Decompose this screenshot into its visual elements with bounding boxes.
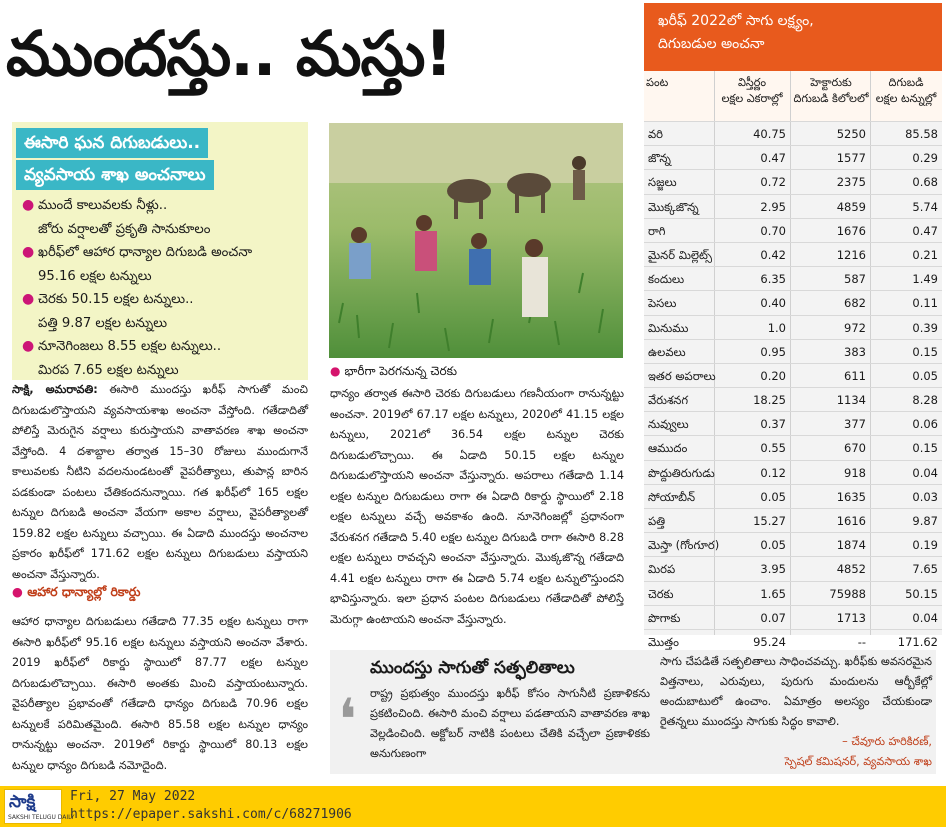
crop-name-cell: వేరుశనగ [648,393,689,408]
value-cell: 4859 [836,199,866,214]
value-cell: 3.95 [760,562,786,577]
value-cell: 40.75 [753,127,786,141]
bullet-icon: ● [22,338,35,354]
value-cell: 670 [844,441,866,456]
highlight-item: ● చెరకు 50.15 లక్షల టన్నులు.. పత్తి 9.87 లక్షల టన్నులు [22,288,304,335]
crop-name-cell: చెరకు [648,586,674,601]
value-cell: 95.24 [753,634,786,649]
quote-attribution: – చేవూరు హరికిరణ్, స్పెషల్ కమిషనర్, వ్యవసాయ శాఖ [784,735,932,768]
value-cell: 611 [844,368,866,383]
value-cell: 0.05 [912,368,938,383]
value-cell: 1.65 [760,586,786,601]
crop-name-cell: ఇతర అపరాలు [648,368,716,383]
value-cell: 0.39 [912,320,938,335]
table-row [644,460,942,484]
quote-body-1: రాష్ట్ర ప్రభుత్వం ముందస్తు ఖరీఫ్ కోసం సాగునీటి ప్రణాళికను ప్రకటించింది. ఈసారి మంచి వర్షాలు పడతాయని వాతావరణ శాఖ వెల్లడించింది. అక్టోబర్ నాటికి పంటలు చేతికి వచ్చేలా ప్రణాళికకు అనుగుణంగా [370,687,650,760]
value-cell: 1616 [836,514,866,528]
article-column-1b: ఆహార ధాన్యాల దిగుబడులు గతేడాది 77.35 లక్షల టన్నులు రాగా ఈసారి ఖరీఫ్‌లో 95.16 లక్షల టన్నులు వస్తాయని అంచనా వేశారు. 2019 ఖరీఫ్‌లో రికార్డు స్థాయిలో 87.77 లక్షల టన్నుల దిగుబడులొచ్చాయి. ఈసారి అంతకు మించి వస్తాయంటున్నారు. వైపరీత్యాల ప్రభావంతో గతేడాది ధాన్యం దిగుబడి 70.96 లక్షల టన్నులకే పరిమితమైంది. ఈసారి 85.58 లక్షల టన్నుల ధాన్యం రానున్నట్టు అంచనా. 2019లో రికార్డు స్థాయిలో 80.13 లక్షల టన్నుల ధాన్యం దిగుబడి నమోదైంది. [12,615,308,772]
value-cell: 0.40 [760,296,786,311]
table-row [644,411,942,435]
value-cell: 0.06 [912,417,938,432]
table-row [644,339,942,363]
value-cell: 75988 [829,586,866,601]
value-cell: 383 [844,344,866,359]
article-column-2: ధాన్యం తర్వాత ఈసారి చెరకు దిగుబడులు గణనీయంగా రానున్నట్టు అంచనా. 2019లో 67.17 లక్షల టన్నులు, 2020లో 41.15 లక్షల టన్నులు, 2021లో 36.54 లక్షల టన్నుల చెరకు దిగుబడులొచ్చాయి. ఈ ఏడాది 50.15 లక్షల టన్నుల దిగుబడులొస్తాయని అంచనా వేస్తున్నారు. అపరాలు గతేడాది 1.14 లక్షల టన్నుల దిగుబడులు రాగా ఈ ఏడాది రికార్డు స్థాయిలో 2.18 లక్షల టన్నులు వచ్చే అవకాశం ఉంది. నూనెగింజల్లో ప్రధానంగా వేరుశనగ గతేడాది 5.40 లక్షల టన్నుల దిగుబడి రాగా ఈసారి 8.28 లక్షల టన్నులు రావచ్చని అంచనా వేస్తున్నారు. మొక్కజొన్న గతేడాది 4.41 లక్షల టన్నులు రాగా ఈ ఏడాది 5.74 లక్షల టన్నులొస్తుందని భావిస్తున్నారు. ఇలా ప్రధాన పంటల దిగుబడులు గతేడాదితో పోలిస్తే మెరుగ్గా ఉంటాయని అంచనా వేస్తున్నారు. [330,387,624,626]
quote-title: ముందస్తు సాగుతో సత్ఫలితాలు [370,658,575,678]
table-title: ఖరీఫ్ 2022లో సాగు లక్ష్యం, దిగుబడుల అంచనా [644,3,942,71]
bullet-icon: ● [22,291,35,307]
crop-name-cell: మొక్కజొన్న [648,199,699,214]
value-cell: 0.15 [912,441,938,456]
value-cell: 5250 [836,127,866,141]
sakshi-logo: సాక్షి SAKSHI TELUGU DAILY [4,789,62,824]
footer-text [70,788,352,824]
crop-name-cell: జొన్న [648,151,671,166]
column-header: హెక్టారుకు దిగుబడి కిలోలలో [793,76,869,105]
table-row [644,532,942,556]
table-header-row [644,71,942,121]
value-cell: 171.62 [897,634,938,649]
value-cell: 1713 [836,610,866,625]
bullet-icon: ● [22,197,35,213]
value-cell: 0.07 [760,610,786,625]
column-header: విస్తీర్ణం లక్షల ఎకరాల్లో [721,76,783,105]
value-cell: 6.35 [760,272,786,287]
crop-name-cell: కందులు [648,272,685,287]
value-cell: 1577 [836,151,866,166]
value-cell: 8.28 [912,393,938,408]
bullet-icon: ● [22,244,35,260]
table-row [644,218,942,242]
table-row [644,508,942,532]
table-row [644,121,942,145]
crop-name-cell: సోయాబీన్ [648,489,696,504]
table-row [644,315,942,339]
value-cell: 0.05 [760,538,786,553]
value-cell: 0.68 [912,175,938,190]
value-cell: 85.58 [905,127,938,141]
crop-name-cell: రాగి [648,223,666,238]
value-cell: 0.47 [760,151,786,166]
value-cell: 9.87 [912,514,938,528]
value-cell: 0.11 [912,296,938,311]
value-cell: 0.19 [912,538,938,553]
caption-marker-icon: ● [330,364,341,378]
crop-name-cell: మినుము [648,320,689,335]
table-row [644,605,942,629]
value-cell: 1.0 [767,320,786,335]
value-cell: 18.25 [753,393,786,408]
crop-name-cell: నువ్వులు [648,417,689,432]
value-cell: 377 [844,417,866,432]
value-cell: 0.04 [912,610,938,625]
value-cell: 1134 [836,393,866,408]
value-cell: 1676 [836,223,866,238]
crop-name-cell: పొగాకు [648,610,681,625]
value-cell: 0.47 [912,223,938,238]
value-cell: 0.29 [912,151,938,166]
value-cell: 1216 [836,247,866,262]
value-cell: 0.04 [912,465,938,480]
value-cell: 50.15 [905,586,938,601]
value-cell: 0.15 [912,344,938,359]
value-cell: 2375 [836,175,866,190]
table-row [644,387,942,411]
table-row [644,484,942,508]
crop-name-cell: పెసలు [648,296,677,311]
value-cell: 682 [844,296,866,311]
value-cell: 1.49 [912,272,938,287]
value-cell: 15.27 [753,514,786,528]
subheading-marker-icon: ● [12,584,28,599]
crop-table [644,3,942,649]
table-row [644,363,942,387]
article-column-1: సాక్షి, అమరావతి: ఈసారి ముందస్తు ఖరీఫ్ సాగుతో మంచి దిగుబడులొస్తాయని వ్యవసాయశాఖ అంచనా వేస్తోంది. గతేడాదితో పోలిస్తే మెరుగైన వర్షాలు కురుస్తాయని వాతావరణ శాఖ అంచనా వేస్తోంది. 4 దశాబ్దాల తర్వాత 15–30 రోజులు ముందుగానే కాలువలకు నీటిని వదలనుండటంతో వైపరీత్యాలు, తుపాన్ల బారిన పడకుండా పంటలు చేతికందనున్నాయి. గత ఖరీఫ్‌లో 165 లక్షల టన్నుల దిగుబడి అంచనా వేయగా అకాల వర్షాలు, వైపరీత్యాలతో 159.82 లక్షల టన్నులు వచ్చాయి. ఈ ఏడాది ముందస్తు అంచనాల ప్రకారం ఖరీఫ్‌లో 171.62 లక్షల టన్నులు దిగుబడులు వస్తాయని అంచనా వేస్తున్నారు. [12,383,308,581]
value-cell: 0.72 [760,175,786,190]
value-cell: 1874 [836,538,866,553]
footer [0,786,946,827]
value-cell: 972 [844,320,866,335]
highlight-item: ● ఖరీఫ్‌లో ఆహార ధాన్యాల దిగుబడి అంచనా 95.16 లక్షల టన్నులు [22,241,304,288]
highlight-item: ● నూనెగింజలు 8.55 లక్షల టన్నులు.. మిరప 7.65 లక్షల టన్నులు [22,335,304,382]
crop-name-cell: ఉలవలు [648,344,686,359]
highlights-box [12,122,308,380]
value-cell: 0.55 [760,441,786,456]
value-cell: 0.42 [760,247,786,262]
crop-name-cell: మిరప [648,562,676,577]
subheading: ● ఆహార ధాన్యాల్లో రికార్డు [12,584,141,599]
quote-mark-icon: ❛ [338,686,357,754]
crop-name-cell: పొద్దుతిరుగుడు [648,465,715,480]
crop-name-cell: పత్తి [648,514,666,528]
photo-caption: ● భారీగా పెరగనున్న చెరకు [330,364,458,378]
table-row [644,145,942,169]
value-cell: 7.65 [912,562,938,577]
table-body [644,121,942,653]
farm-photo [329,123,623,358]
quote-body-2: సాగు చేపడితే సత్ఫలితాలు సాధించవచ్చు. ఖరీఫ్‌కు అవసరమైన విత్తనాలు, ఎరువులు, పురుగు మందులను ఆర్బీకేల్లో అందుబాటులో ఉంచాం. ఏమాత్రం అలస్యం చేయకుండా రైతన్నలు ముందస్తు సాగుకు సిద్ధం కావాలి. [660,655,932,728]
farm-photo-illustration [329,123,623,358]
table-row [644,435,942,459]
table-row [644,290,942,314]
crop-name-cell: ఆముదం [648,441,688,456]
table-row [644,266,942,290]
value-cell: 5.74 [912,199,938,214]
value-cell: 587 [844,272,866,287]
value-cell: -- [857,634,866,649]
column-header: పంట [646,76,669,89]
table-row [644,581,942,605]
value-cell: 0.70 [760,223,786,238]
crop-name-cell: మైనర్ మిల్లెట్స్ [648,247,713,262]
table-row [644,169,942,193]
highlights-title-1: ఈసారి ఘన దిగుబడులు.. [16,128,208,158]
value-cell: 0.20 [760,368,786,383]
crop-name-cell: మెస్తా (గోంగూర) [648,538,720,553]
table-row [644,629,942,653]
column-header: దిగుబడి లక్షల టన్నుల్లో [875,76,937,105]
value-cell: 0.21 [912,247,938,262]
value-cell: 0.95 [760,344,786,359]
footer-date: Fri, 27 May 2022 [70,789,196,804]
crop-name-cell: సజ్జలు [648,175,677,190]
crop-name-cell: మొత్తం [648,634,679,649]
table-row [644,194,942,218]
value-cell: 0.05 [760,489,786,504]
value-cell: 0.37 [760,417,786,432]
value-cell: 2.95 [760,199,786,214]
quote-box [330,650,936,774]
value-cell: 0.03 [912,489,938,504]
highlights-list [22,194,304,382]
highlight-item: ● ముందే కాలువలకు నీళ్లు.. జోరు వర్షాలతో ప్రకృతి సానుకూలం [22,194,304,241]
table-row [644,242,942,266]
value-cell: 1635 [836,489,866,504]
highlights-title-2: వ్యవసాయ శాఖ అంచనాలు [16,160,214,190]
dateline: సాక్షి, అమరావతి: [12,383,98,396]
value-cell: 4852 [836,562,866,577]
value-cell: 0.12 [760,465,786,480]
headline: ముందస్తు.. మస్తు! [6,17,452,90]
value-cell: 918 [844,465,866,480]
crop-name-cell: వరి [648,127,663,141]
footer-url[interactable]: https://epaper.sakshi.com/c/68271906 [70,807,352,822]
table-row [644,556,942,580]
